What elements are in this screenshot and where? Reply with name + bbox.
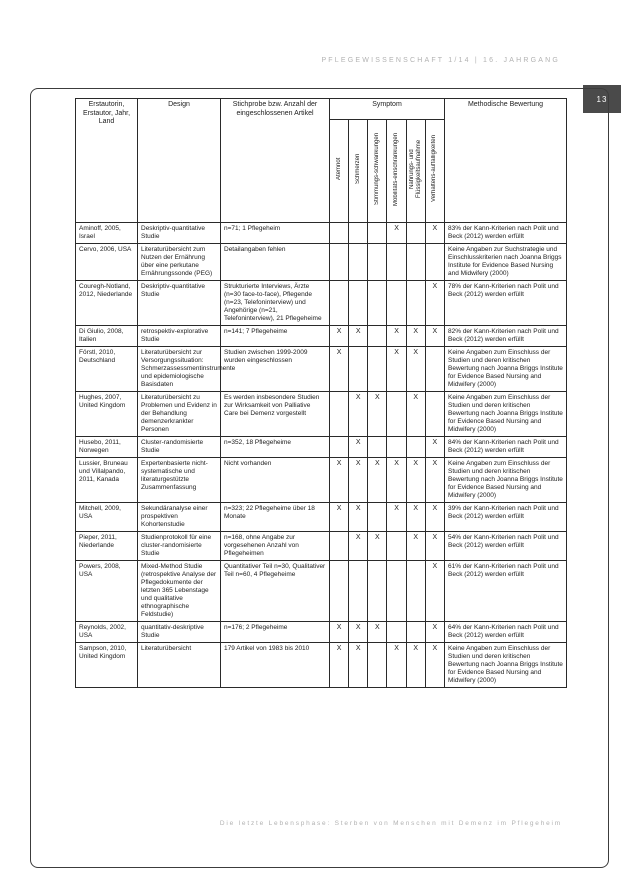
- symptom-mark-cell-2: [368, 347, 387, 392]
- study-sample-cell: 179 Artikel von 1983 bis 2010: [221, 643, 330, 688]
- study-design-cell: Deskriptiv-quantitative Studie: [138, 223, 221, 244]
- symptom-mark-cell-5: X: [425, 643, 444, 688]
- symptom-mark-cell-1: X: [349, 643, 368, 688]
- header-symptom-0: [330, 120, 349, 223]
- study-rating-cell: 39% der Kann-Kriterien nach Polit und Beck (2012) werden erfüllt: [445, 503, 567, 532]
- symptom-mark-cell-1: [349, 561, 368, 622]
- study-design-cell: Literaturübersicht zu Problemen und Evidenz in der Behandlung demenzerkrankter Personen: [138, 392, 221, 437]
- page-border-frame: [30, 88, 609, 868]
- symptom-mark-cell-0: X: [330, 347, 349, 392]
- symptom-mark-cell-0: X: [330, 622, 349, 643]
- symptom-mark-cell-3: [387, 532, 406, 561]
- study-rating-cell: Keine Angaben zum Einschluss der Studien und deren kritischen Bewertung nach Joanna Briggs Institute for Evidence Based Nursing and Midwifery (2000): [445, 392, 567, 437]
- symptom-mark-cell-5: X: [425, 503, 444, 532]
- symptom-mark-cell-2: [368, 223, 387, 244]
- symptom-mark-cell-3: [387, 561, 406, 622]
- symptom-mark-cell-0: [330, 532, 349, 561]
- table-row: [76, 532, 567, 561]
- symptom-mark-cell-1: [349, 281, 368, 326]
- symptom-mark-cell-1: [349, 347, 368, 392]
- study-author-cell: Mitchell, 2009, USA: [76, 503, 138, 532]
- study-author-cell: Lussier, Bruneau und Villalpando, 2011, Kanada: [76, 458, 138, 503]
- header-symptom-4: [406, 120, 425, 223]
- study-design-cell: Deskriptiv-quantitative Studie: [138, 281, 221, 326]
- symptom-mark-cell-0: X: [330, 458, 349, 503]
- symptom-mark-cell-3: X: [387, 326, 406, 347]
- symptom-mark-cell-4: X: [406, 643, 425, 688]
- header-symptom-3: [387, 120, 406, 223]
- symptom-mark-cell-2: X: [368, 532, 387, 561]
- symptom-mark-cell-5: X: [425, 458, 444, 503]
- symptom-mark-cell-4: X: [406, 532, 425, 561]
- study-sample-cell: n=71; 1 Pflegeheim: [221, 223, 330, 244]
- symptom-label: Nahrungs- und Flüssigkeitsaufnahme: [408, 139, 422, 199]
- symptom-mark-cell-5: X: [425, 622, 444, 643]
- symptom-mark-cell-5: [425, 244, 444, 281]
- study-sample-cell: Strukturierte Interviews, Ärzte (n=30 face-to-face), Pflegende (n=23, Telefoninterview) und Angehörige (n=21, Telefoninterview), 21 Pflegeheime: [221, 281, 330, 326]
- table-row: [76, 347, 567, 392]
- table-header: [76, 99, 567, 223]
- study-author-cell: Förstl, 2010, Deutschland: [76, 347, 138, 392]
- header-symptom-2: [368, 120, 387, 223]
- study-author-cell: Sampson, 2010, United Kingdom: [76, 643, 138, 688]
- table-row: [76, 622, 567, 643]
- symptom-mark-cell-5: X: [425, 437, 444, 458]
- symptom-mark-cell-4: [406, 622, 425, 643]
- study-author-cell: Husebo, 2011, Norwegen: [76, 437, 138, 458]
- symptom-mark-cell-1: [349, 223, 368, 244]
- symptom-label: Verhaltens-auffälligkeiten: [431, 135, 438, 203]
- study-rating-cell: 82% der Kann-Kriterien nach Polit und Beck (2012) werden erfüllt: [445, 326, 567, 347]
- symptom-mark-cell-3: X: [387, 347, 406, 392]
- symptom-mark-cell-5: [425, 347, 444, 392]
- symptom-mark-cell-4: X: [406, 503, 425, 532]
- header-rating: Methodische Bewertung: [445, 99, 567, 223]
- study-author-cell: Aminoff, 2005, Israel: [76, 223, 138, 244]
- symptom-mark-cell-2: X: [368, 622, 387, 643]
- symptom-label: Stimmungs-schwankungen: [373, 132, 380, 206]
- study-design-cell: retrospektiv-explorative Studie: [138, 326, 221, 347]
- table-row: [76, 281, 567, 326]
- symptom-mark-cell-3: [387, 281, 406, 326]
- study-design-cell: Expertenbasierte nicht-systematische und literaturgestützte Zusammenfassung: [138, 458, 221, 503]
- symptom-mark-cell-2: [368, 326, 387, 347]
- table-row: [76, 244, 567, 281]
- symptom-mark-cell-5: X: [425, 561, 444, 622]
- header-symptom-1: [349, 120, 368, 223]
- header-row-top: [76, 99, 567, 120]
- symptom-mark-cell-0: X: [330, 643, 349, 688]
- table-body: [76, 223, 567, 688]
- symptom-mark-cell-5: X: [425, 281, 444, 326]
- header-sample: Stichprobe bzw. Anzahl der eingeschlossenen Artikel: [221, 99, 330, 223]
- symptom-mark-cell-2: [368, 643, 387, 688]
- table-row: [76, 503, 567, 532]
- symptom-mark-cell-3: X: [387, 223, 406, 244]
- symptom-mark-cell-2: X: [368, 458, 387, 503]
- study-design-cell: Literaturübersicht zum Nutzen der Ernährung über eine perkutane Ernährungssonde (PEG): [138, 244, 221, 281]
- symptom-mark-cell-0: [330, 561, 349, 622]
- symptom-mark-cell-1: X: [349, 326, 368, 347]
- study-sample-cell: Detailangaben fehlen: [221, 244, 330, 281]
- symptom-mark-cell-3: [387, 622, 406, 643]
- study-author-cell: Powers, 2008, USA: [76, 561, 138, 622]
- study-rating-cell: 61% der Kann-Kriterien nach Polit und Beck (2012) werden erfüllt: [445, 561, 567, 622]
- study-author-cell: Di Giulio, 2008, Italien: [76, 326, 138, 347]
- symptom-mark-cell-1: X: [349, 503, 368, 532]
- symptom-mark-cell-0: [330, 437, 349, 458]
- symptom-mark-cell-3: [387, 392, 406, 437]
- symptom-mark-cell-1: X: [349, 437, 368, 458]
- symptom-label: Mobilitäts-einschränkungen: [393, 132, 400, 206]
- study-sample-cell: Quantitativer Teil n=30, Qualitativer Teil n=60, 4 Pflegeheime: [221, 561, 330, 622]
- study-design-cell: quantitativ-deskriptive Studie: [138, 622, 221, 643]
- study-design-cell: Studienprotokoll für eine cluster-randomisierte Studie: [138, 532, 221, 561]
- study-rating-cell: 54% der Kann-Kriterien nach Polit und Beck (2012) werden erfüllt: [445, 532, 567, 561]
- symptom-mark-cell-4: X: [406, 458, 425, 503]
- header-design: Design: [138, 99, 221, 223]
- symptom-mark-cell-1: X: [349, 532, 368, 561]
- symptom-mark-cell-1: X: [349, 458, 368, 503]
- header-symptom-group: Symptom: [330, 99, 445, 120]
- symptom-mark-cell-0: [330, 392, 349, 437]
- symptom-mark-cell-2: [368, 281, 387, 326]
- symptom-mark-cell-4: [406, 281, 425, 326]
- footer-article-title: Die letzte Lebensphase: Sterben von Menschen mit Demenz im Pflegeheim: [219, 820, 562, 827]
- symptom-mark-cell-1: [349, 244, 368, 281]
- symptom-mark-cell-4: X: [406, 392, 425, 437]
- symptom-mark-cell-3: X: [387, 458, 406, 503]
- symptom-mark-cell-4: X: [406, 326, 425, 347]
- symptom-mark-cell-3: X: [387, 643, 406, 688]
- study-sample-cell: Nicht vorhanden: [221, 458, 330, 503]
- header-author: Erstautorin, Erstautor, Jahr, Land: [76, 99, 138, 223]
- symptom-mark-cell-2: [368, 244, 387, 281]
- table-row: [76, 437, 567, 458]
- study-sample-cell: Studien zwischen 1999-2009 wurden eingeschlossen: [221, 347, 330, 392]
- table-row: [76, 643, 567, 688]
- study-design-cell: Literaturübersicht zur Versorgungssituation: Schmerzassessmentinstrumente und epidemiologische Basisdaten: [138, 347, 221, 392]
- symptom-mark-cell-3: X: [387, 503, 406, 532]
- study-rating-cell: 84% der Kann-Kriterien nach Polit und Beck (2012) werden erfüllt: [445, 437, 567, 458]
- study-sample-cell: n=352, 18 Pflegeheime: [221, 437, 330, 458]
- table-row: [76, 326, 567, 347]
- study-design-cell: Sekundäranalyse einer prospektiven Kohortenstudie: [138, 503, 221, 532]
- study-rating-cell: 78% der Kann-Kriterien nach Polit und Beck (2012) werden erfüllt: [445, 281, 567, 326]
- symptom-mark-cell-5: X: [425, 532, 444, 561]
- table-row: [76, 561, 567, 622]
- symptom-mark-cell-5: X: [425, 326, 444, 347]
- symptom-mark-cell-2: X: [368, 392, 387, 437]
- study-rating-cell: Keine Angaben zur Suchstrategie und Einschlusskriterien nach Joanna Briggs Institute for Evidence Based Nursing and Midwifery (2000): [445, 244, 567, 281]
- symptom-mark-cell-3: [387, 437, 406, 458]
- symptom-mark-cell-0: X: [330, 503, 349, 532]
- symptom-label: Atemnot: [335, 157, 342, 181]
- study-author-cell: Cervo, 2006, USA: [76, 244, 138, 281]
- symptom-mark-cell-4: [406, 561, 425, 622]
- symptom-mark-cell-0: [330, 281, 349, 326]
- symptom-mark-cell-2: [368, 503, 387, 532]
- page-number: 13: [596, 94, 608, 104]
- study-design-cell: Mixed-Method Studie (retrospektive Analyse der Pflegedokumente der letzten 365 Lebenstage und qualitative ethnographische Feldstudie): [138, 561, 221, 622]
- symptom-mark-cell-1: X: [349, 622, 368, 643]
- symptom-label: Schmerzen: [354, 153, 361, 185]
- study-author-cell: Reynolds, 2002, USA: [76, 622, 138, 643]
- symptom-mark-cell-4: [406, 244, 425, 281]
- study-sample-cell: n=141; 7 Pflegeheime: [221, 326, 330, 347]
- symptom-mark-cell-4: [406, 437, 425, 458]
- study-rating-cell: Keine Angaben zum Einschluss der Studien und deren kritischen Bewertung nach Joanna Briggs Institute for Evidence Based Nursing and Midwifery (2000): [445, 458, 567, 503]
- table-row: [76, 392, 567, 437]
- table-row: [76, 458, 567, 503]
- symptom-mark-cell-1: X: [349, 392, 368, 437]
- study-sample-cell: n=168, ohne Angabe zur vorgesehenen Anzahl von Pflegeheimen: [221, 532, 330, 561]
- study-design-cell: Literaturübersicht: [138, 643, 221, 688]
- header-symptom-5: [425, 120, 444, 223]
- study-sample-cell: n=176; 2 Pflegeheime: [221, 622, 330, 643]
- symptom-mark-cell-0: [330, 244, 349, 281]
- symptom-mark-cell-2: [368, 437, 387, 458]
- symptom-mark-cell-4: [406, 223, 425, 244]
- study-design-cell: Cluster-randomisierte Studie: [138, 437, 221, 458]
- journal-header: PFLEGEWISSENSCHAFT 1/14 | 16. JAHRGANG: [321, 57, 560, 64]
- table-row: [76, 223, 567, 244]
- study-rating-cell: Keine Angaben zum Einschluss der Studien und deren kritischen Bewertung nach Joanna Briggs Institute for Evidence Based Nursing and Midwifery (2000): [445, 643, 567, 688]
- symptom-mark-cell-0: [330, 223, 349, 244]
- study-sample-cell: n=323; 22 Pflegeheime über 18 Monate: [221, 503, 330, 532]
- study-author-cell: Hughes, 2007, United Kingdom: [76, 392, 138, 437]
- symptom-mark-cell-0: X: [330, 326, 349, 347]
- study-author-cell: Couregh-Notland, 2012, Niederlande: [76, 281, 138, 326]
- symptom-mark-cell-5: [425, 392, 444, 437]
- study-rating-cell: 64% der Kann-Kriterien nach Polit und Beck (2012) werden erfüllt: [445, 622, 567, 643]
- symptom-mark-cell-5: X: [425, 223, 444, 244]
- symptom-mark-cell-2: [368, 561, 387, 622]
- study-rating-cell: 83% der Kann-Kriterien nach Polit und Beck (2012) werden erfüllt: [445, 223, 567, 244]
- study-rating-cell: Keine Angaben zum Einschluss der Studien und deren kritischen Bewertung nach Joanna Briggs Institute for Evidence Based Nursing and Midwifery (2000): [445, 347, 567, 392]
- symptom-mark-cell-3: [387, 244, 406, 281]
- symptom-mark-cell-4: X: [406, 347, 425, 392]
- study-overview-table: [75, 98, 567, 688]
- study-author-cell: Pieper, 2011, Niederlande: [76, 532, 138, 561]
- study-sample-cell: Es werden insbesondere Studien zur Wirksamkeit von Palliative Care bei Demenz vorgestellt: [221, 392, 330, 437]
